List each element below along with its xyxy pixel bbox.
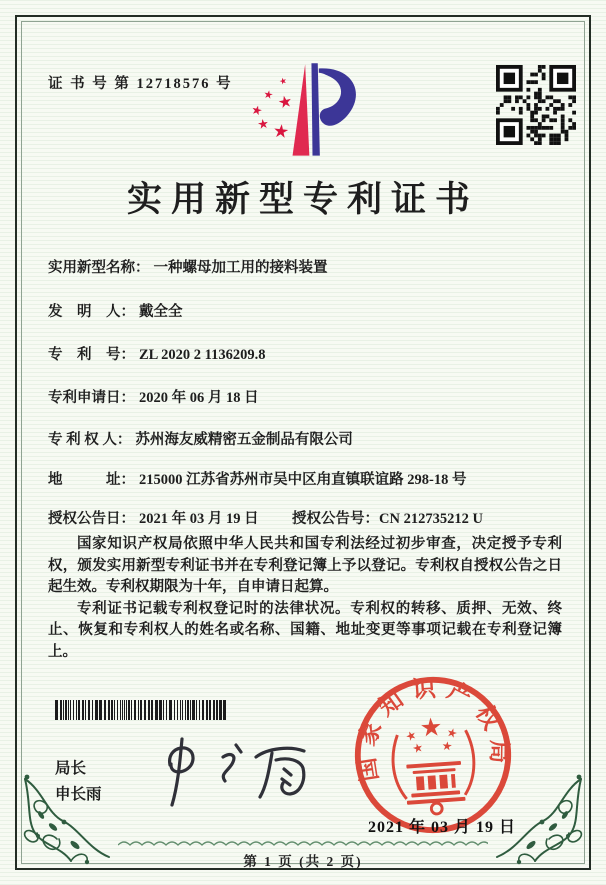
director-title: 局长 [55,760,87,777]
field-value: 苏州海友威精密五金制品有限公司 [135,432,353,448]
field-row-name [48,256,328,277]
grant-no-pair [292,507,483,528]
field-row-grant [48,507,483,528]
field-value: 一种螺母加工用的接料装置 [153,260,328,276]
grant-date-label: 授权公告日： [48,511,135,527]
field-row-patentee [48,428,353,449]
field-label: 地 址： [48,472,135,488]
field-value: ZL 2020 2 1136209.8 [139,347,266,363]
page-number: 第 1 页 (共 2 页) [243,854,363,869]
seal-date: 2021 年 03 月 19 日 [368,819,517,836]
grant-no-value: CN 212735212 U [379,511,483,527]
field-label: 专 利 权 人： [48,432,132,448]
certificate-number: 证 书 号 第 12718576 号 [48,76,233,92]
bottom-wave-rule [118,839,488,847]
legal-paragraph-2: 专利证书记载专利权登记时的法律状况。专利权的转移、质押、无效、终止、恢复和专利权人的姓名或名称、国籍、地址变更等事项记载在专利登记簿上。 [48,600,562,660]
grant-date-value: 2021 年 03 月 19 日 [139,511,259,527]
field-label: 专利申请日： [48,390,135,406]
field-label: 专 利 号： [48,347,135,363]
director-name: 申长雨 [55,786,102,803]
seal-text: 国家知识产权局 [352,675,512,784]
national-emblem-icon [390,715,477,817]
field-value: 戴全全 [139,304,183,320]
legal-text [48,534,562,663]
director-signature [148,733,323,811]
legal-paragraph-1: 国家知识产权局依照中华人民共和国专利法经过初步审查，决定授予专利权，颁发实用新型专利证书并在专利登记簿上予以登记。专利权自授权公告之日起生效。专利权期限为十年，自申请日起算。 [48,536,562,595]
director-block [55,756,102,808]
field-value: 2020 年 06 月 18 日 [139,390,259,406]
field-row-filing-date [48,386,259,407]
cnipa-logo-icon [232,58,372,163]
certificate-title: 实用新型专利证书 [126,180,479,219]
grant-no-label: 授权公告号： [292,511,379,527]
field-label: 实用新型名称： [48,260,150,276]
field-value: 215000 江苏省苏州市吴中区甪直镇联谊路 298-18 号 [139,472,467,488]
field-row-patent-no [48,343,266,364]
field-row-inventor [48,300,183,321]
field-row-address [48,468,466,489]
barcode [55,700,229,720]
qr-code [496,65,576,145]
field-label: 发 明 人： [48,304,135,320]
